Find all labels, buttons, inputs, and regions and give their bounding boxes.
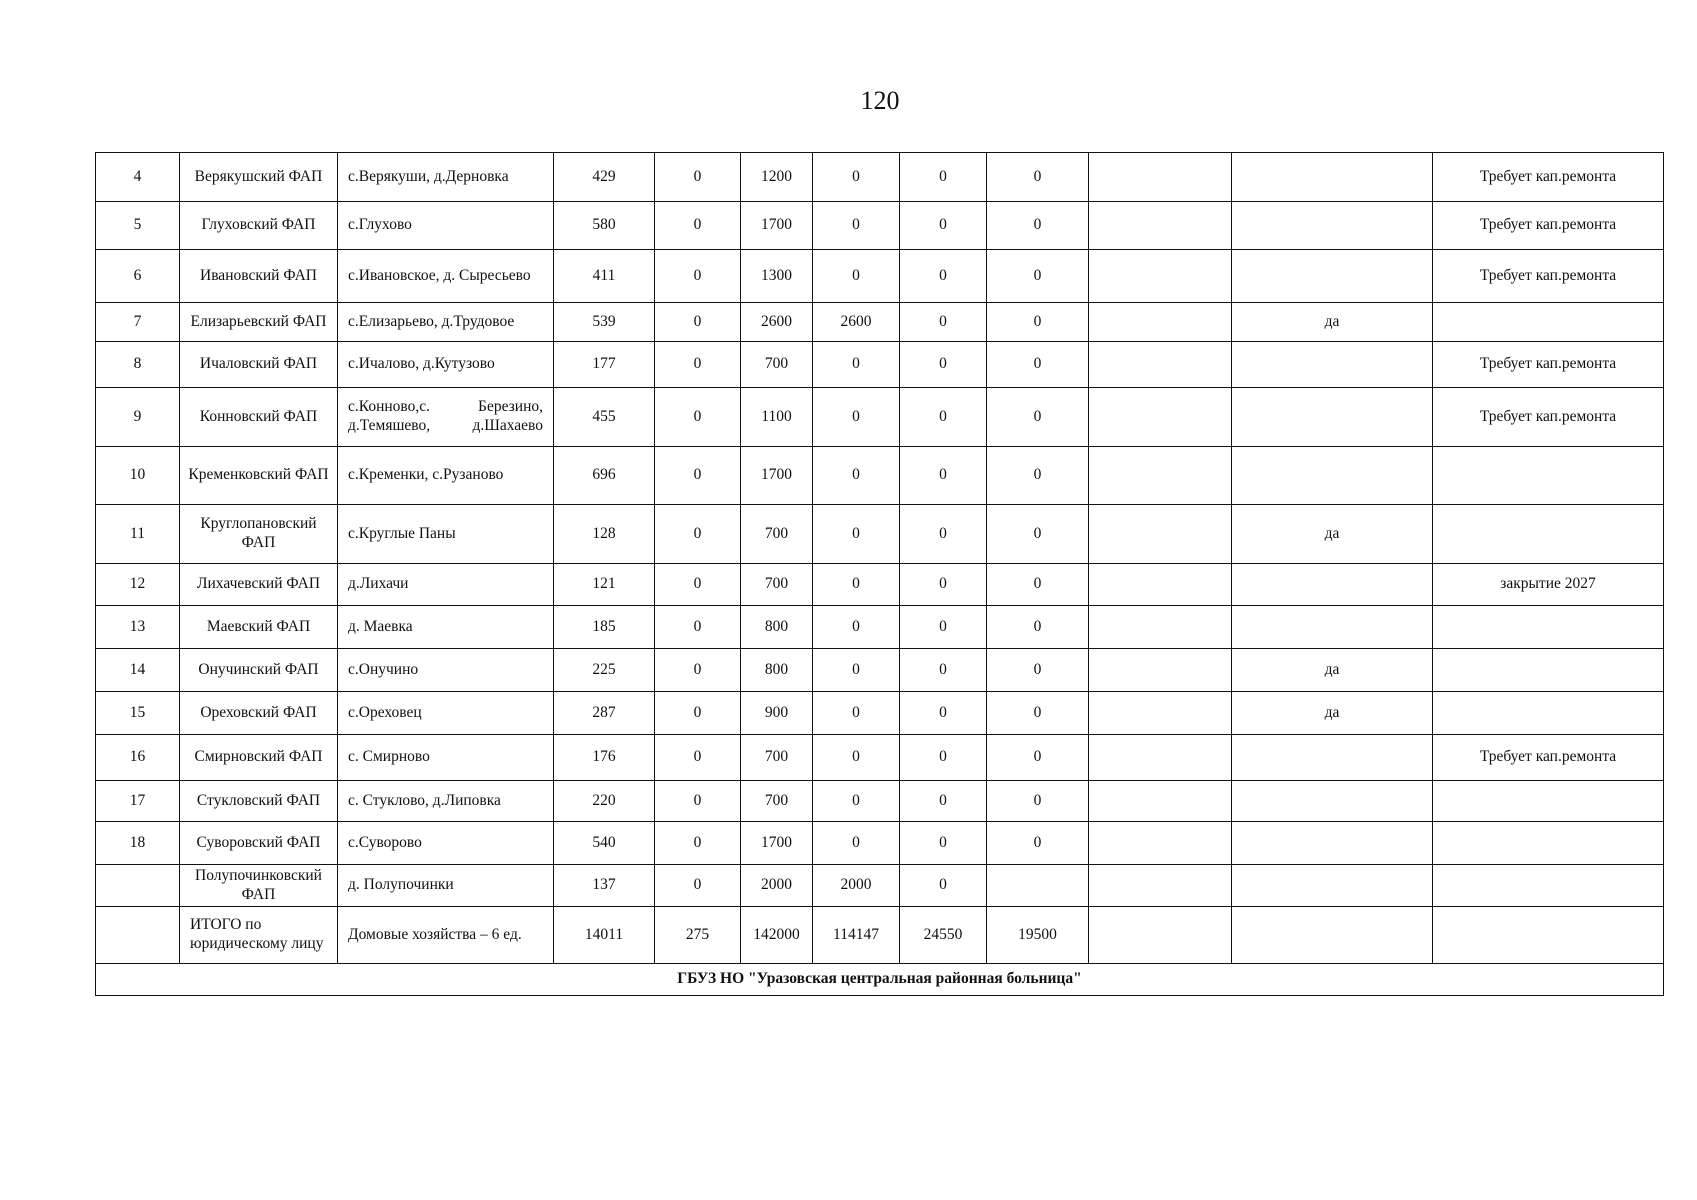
table-row: [96, 735, 1664, 781]
value-cell: 2000: [813, 865, 900, 907]
note-cell: Требует кап.ремонта: [1433, 342, 1664, 388]
value-cell: 177: [554, 342, 655, 388]
row-number: 13: [96, 606, 180, 649]
value-cell: [1089, 692, 1232, 735]
note-cell: [1433, 781, 1664, 822]
value-cell: 411: [554, 250, 655, 303]
value-cell: да: [1232, 303, 1433, 342]
value-cell: 0: [987, 692, 1089, 735]
fap-address: с.Глухово: [338, 202, 554, 250]
value-cell: 0: [655, 202, 741, 250]
row-number: 18: [96, 822, 180, 865]
fap-name: Онучинский ФАП: [180, 649, 338, 692]
row-number: [96, 907, 180, 964]
value-cell: 0: [655, 342, 741, 388]
section-title: ГБУЗ НО "Уразовская центральная районная больница": [96, 964, 1664, 996]
value-cell: 24550: [900, 907, 987, 964]
value-cell: [1089, 202, 1232, 250]
value-cell: 800: [741, 649, 813, 692]
value-cell: [1089, 781, 1232, 822]
fap-address: с.Ичалово, д.Кутузово: [338, 342, 554, 388]
value-cell: 0: [655, 564, 741, 606]
value-cell: [1232, 153, 1433, 202]
value-cell: 800: [741, 606, 813, 649]
value-cell: [1232, 822, 1433, 865]
value-cell: [1089, 822, 1232, 865]
note-cell: Требует кап.ремонта: [1433, 735, 1664, 781]
value-cell: [987, 865, 1089, 907]
fap-name: Ореховский ФАП: [180, 692, 338, 735]
value-cell: 1200: [741, 153, 813, 202]
table-row: [96, 564, 1664, 606]
value-cell: 0: [813, 781, 900, 822]
note-cell: закрытие 2027: [1433, 564, 1664, 606]
fap-name: Ивановский ФАП: [180, 250, 338, 303]
value-cell: 0: [813, 250, 900, 303]
row-number: 12: [96, 564, 180, 606]
table-row: [96, 907, 1664, 964]
value-cell: 900: [741, 692, 813, 735]
value-cell: 0: [813, 692, 900, 735]
table-row: [96, 781, 1664, 822]
value-cell: 0: [900, 250, 987, 303]
table-row: [96, 822, 1664, 865]
value-cell: 225: [554, 649, 655, 692]
value-cell: 0: [813, 447, 900, 505]
row-number: 5: [96, 202, 180, 250]
value-cell: 0: [813, 342, 900, 388]
value-cell: 0: [987, 153, 1089, 202]
value-cell: 0: [655, 692, 741, 735]
value-cell: 696: [554, 447, 655, 505]
value-cell: 0: [900, 505, 987, 564]
value-cell: 0: [655, 865, 741, 907]
value-cell: [1089, 153, 1232, 202]
value-cell: [1089, 606, 1232, 649]
fap-address: с.Ореховец: [338, 692, 554, 735]
value-cell: 0: [900, 202, 987, 250]
value-cell: [1089, 865, 1232, 907]
value-cell: [1232, 781, 1433, 822]
value-cell: 0: [987, 202, 1089, 250]
value-cell: 0: [900, 153, 987, 202]
value-cell: 0: [900, 735, 987, 781]
value-cell: 275: [655, 907, 741, 964]
value-cell: 2600: [741, 303, 813, 342]
value-cell: 0: [987, 781, 1089, 822]
note-cell: [1433, 865, 1664, 907]
row-number: 9: [96, 388, 180, 447]
value-cell: [1232, 202, 1433, 250]
value-cell: 0: [813, 735, 900, 781]
value-cell: 0: [987, 388, 1089, 447]
table-row: [96, 649, 1664, 692]
fap-name: Круглопановский ФАП: [180, 505, 338, 564]
value-cell: 0: [900, 447, 987, 505]
value-cell: [1089, 447, 1232, 505]
fap-address: д.Лихачи: [338, 564, 554, 606]
value-cell: [1089, 907, 1232, 964]
fap-name: Лихачевский ФАП: [180, 564, 338, 606]
value-cell: 429: [554, 153, 655, 202]
value-cell: 0: [813, 564, 900, 606]
value-cell: 2600: [813, 303, 900, 342]
fap-name: Кременковский ФАП: [180, 447, 338, 505]
page-number: 120: [860, 86, 900, 115]
value-cell: 0: [900, 564, 987, 606]
row-number: 10: [96, 447, 180, 505]
note-cell: [1433, 447, 1664, 505]
table-row: [96, 505, 1664, 564]
value-cell: 0: [987, 250, 1089, 303]
value-cell: 0: [900, 303, 987, 342]
value-cell: 700: [741, 505, 813, 564]
value-cell: [1089, 388, 1232, 447]
note-cell: Требует кап.ремонта: [1433, 388, 1664, 447]
fap-name: Стукловский ФАП: [180, 781, 338, 822]
value-cell: 700: [741, 781, 813, 822]
value-cell: 1700: [741, 447, 813, 505]
table-row: [96, 865, 1664, 907]
value-cell: 185: [554, 606, 655, 649]
value-cell: [1089, 250, 1232, 303]
fap-name: Ичаловский ФАП: [180, 342, 338, 388]
value-cell: 0: [987, 342, 1089, 388]
value-cell: 0: [655, 388, 741, 447]
note-cell: [1433, 505, 1664, 564]
fap-address: с.Кременки, с.Рузаново: [338, 447, 554, 505]
row-number: [96, 865, 180, 907]
value-cell: 700: [741, 564, 813, 606]
value-cell: да: [1232, 505, 1433, 564]
value-cell: 137: [554, 865, 655, 907]
row-number: 6: [96, 250, 180, 303]
fap-address: с.Онучино: [338, 649, 554, 692]
fap-address: с.Круглые Паны: [338, 505, 554, 564]
fap-name: Суворовский ФАП: [180, 822, 338, 865]
fap-address: с. Стуклово, д.Липовка: [338, 781, 554, 822]
value-cell: [1089, 505, 1232, 564]
table-row: [96, 692, 1664, 735]
table-row: [96, 303, 1664, 342]
fap-address: с. Смирново: [338, 735, 554, 781]
value-cell: [1232, 342, 1433, 388]
value-cell: 0: [987, 735, 1089, 781]
value-cell: 580: [554, 202, 655, 250]
value-cell: 220: [554, 781, 655, 822]
table-row: [96, 202, 1664, 250]
table-row: [96, 250, 1664, 303]
fap-address: с.Суворово: [338, 822, 554, 865]
table-row: [96, 447, 1664, 505]
value-cell: 0: [900, 781, 987, 822]
fap-address: Домовые хозяйства – 6 ед.: [338, 907, 554, 964]
fap-address: с.Елизарьево, д.Трудовое: [338, 303, 554, 342]
value-cell: [1232, 447, 1433, 505]
value-cell: 14011: [554, 907, 655, 964]
value-cell: 1700: [741, 202, 813, 250]
value-cell: 0: [900, 342, 987, 388]
fap-name: Елизарьевский ФАП: [180, 303, 338, 342]
value-cell: [1232, 735, 1433, 781]
value-cell: 0: [987, 505, 1089, 564]
value-cell: 0: [900, 822, 987, 865]
value-cell: 0: [813, 388, 900, 447]
value-cell: [1089, 649, 1232, 692]
value-cell: [1232, 606, 1433, 649]
value-cell: 0: [655, 649, 741, 692]
note-cell: [1433, 822, 1664, 865]
value-cell: 0: [987, 303, 1089, 342]
fap-name: Верякушский ФАП: [180, 153, 338, 202]
fap-name: Полупочинковский ФАП: [180, 865, 338, 907]
value-cell: 0: [655, 735, 741, 781]
value-cell: 287: [554, 692, 655, 735]
value-cell: 19500: [987, 907, 1089, 964]
value-cell: 1300: [741, 250, 813, 303]
table-row: [96, 342, 1664, 388]
table-row: [96, 606, 1664, 649]
fap-name: ИТОГО по юридическому лицу: [180, 907, 338, 964]
fap-name: Конновский ФАП: [180, 388, 338, 447]
value-cell: [1232, 907, 1433, 964]
note-cell: Требует кап.ремонта: [1433, 153, 1664, 202]
fap-address: д. Полупочинки: [338, 865, 554, 907]
row-number: 16: [96, 735, 180, 781]
value-cell: 0: [655, 447, 741, 505]
value-cell: 700: [741, 342, 813, 388]
value-cell: 0: [813, 649, 900, 692]
note-cell: [1433, 303, 1664, 342]
value-cell: [1232, 388, 1433, 447]
value-cell: 0: [813, 822, 900, 865]
value-cell: 540: [554, 822, 655, 865]
value-cell: 2000: [741, 865, 813, 907]
value-cell: 0: [813, 606, 900, 649]
value-cell: [1232, 865, 1433, 907]
value-cell: 0: [655, 781, 741, 822]
value-cell: 114147: [813, 907, 900, 964]
value-cell: 455: [554, 388, 655, 447]
table-row: [96, 153, 1664, 202]
fap-address: с.Верякуши, д.Дерновка: [338, 153, 554, 202]
row-number: 7: [96, 303, 180, 342]
fap-address: с.Ивановское, д. Сыресьево: [338, 250, 554, 303]
fap-name: Смирновский ФАП: [180, 735, 338, 781]
note-cell: [1433, 606, 1664, 649]
value-cell: 0: [987, 649, 1089, 692]
value-cell: 0: [655, 153, 741, 202]
value-cell: 0: [813, 153, 900, 202]
value-cell: да: [1232, 649, 1433, 692]
note-cell: Требует кап.ремонта: [1433, 202, 1664, 250]
value-cell: 0: [655, 505, 741, 564]
row-number: 4: [96, 153, 180, 202]
table-row: [96, 388, 1664, 447]
row-number: 17: [96, 781, 180, 822]
row-number: 15: [96, 692, 180, 735]
value-cell: 0: [655, 822, 741, 865]
value-cell: 0: [655, 250, 741, 303]
value-cell: 0: [900, 388, 987, 447]
value-cell: [1232, 250, 1433, 303]
fap-name: Маевский ФАП: [180, 606, 338, 649]
value-cell: 0: [813, 505, 900, 564]
value-cell: 0: [900, 865, 987, 907]
value-cell: 539: [554, 303, 655, 342]
value-cell: [1089, 735, 1232, 781]
value-cell: [1232, 564, 1433, 606]
value-cell: 0: [900, 692, 987, 735]
value-cell: 1700: [741, 822, 813, 865]
value-cell: 1100: [741, 388, 813, 447]
value-cell: 0: [900, 606, 987, 649]
value-cell: 142000: [741, 907, 813, 964]
value-cell: 128: [554, 505, 655, 564]
note-cell: [1433, 649, 1664, 692]
registry-table: [95, 152, 1664, 996]
value-cell: 0: [900, 649, 987, 692]
value-cell: 0: [987, 606, 1089, 649]
value-cell: 176: [554, 735, 655, 781]
row-number: 14: [96, 649, 180, 692]
value-cell: 0: [813, 202, 900, 250]
value-cell: 0: [987, 564, 1089, 606]
value-cell: 700: [741, 735, 813, 781]
note-cell: [1433, 692, 1664, 735]
note-cell: [1433, 907, 1664, 964]
row-number: 11: [96, 505, 180, 564]
fap-address: д. Маевка: [338, 606, 554, 649]
value-cell: 0: [655, 303, 741, 342]
fap-name: Глуховский ФАП: [180, 202, 338, 250]
note-cell: Требует кап.ремонта: [1433, 250, 1664, 303]
row-number: 8: [96, 342, 180, 388]
value-cell: [1089, 303, 1232, 342]
fap-address: с.Конново,с. Березино, д.Темяшево, д.Шахаево: [338, 388, 554, 447]
value-cell: 0: [987, 447, 1089, 505]
value-cell: да: [1232, 692, 1433, 735]
value-cell: [1089, 342, 1232, 388]
section-header-row: [96, 964, 1664, 996]
value-cell: 0: [655, 606, 741, 649]
value-cell: [1089, 564, 1232, 606]
value-cell: 0: [987, 822, 1089, 865]
value-cell: 121: [554, 564, 655, 606]
